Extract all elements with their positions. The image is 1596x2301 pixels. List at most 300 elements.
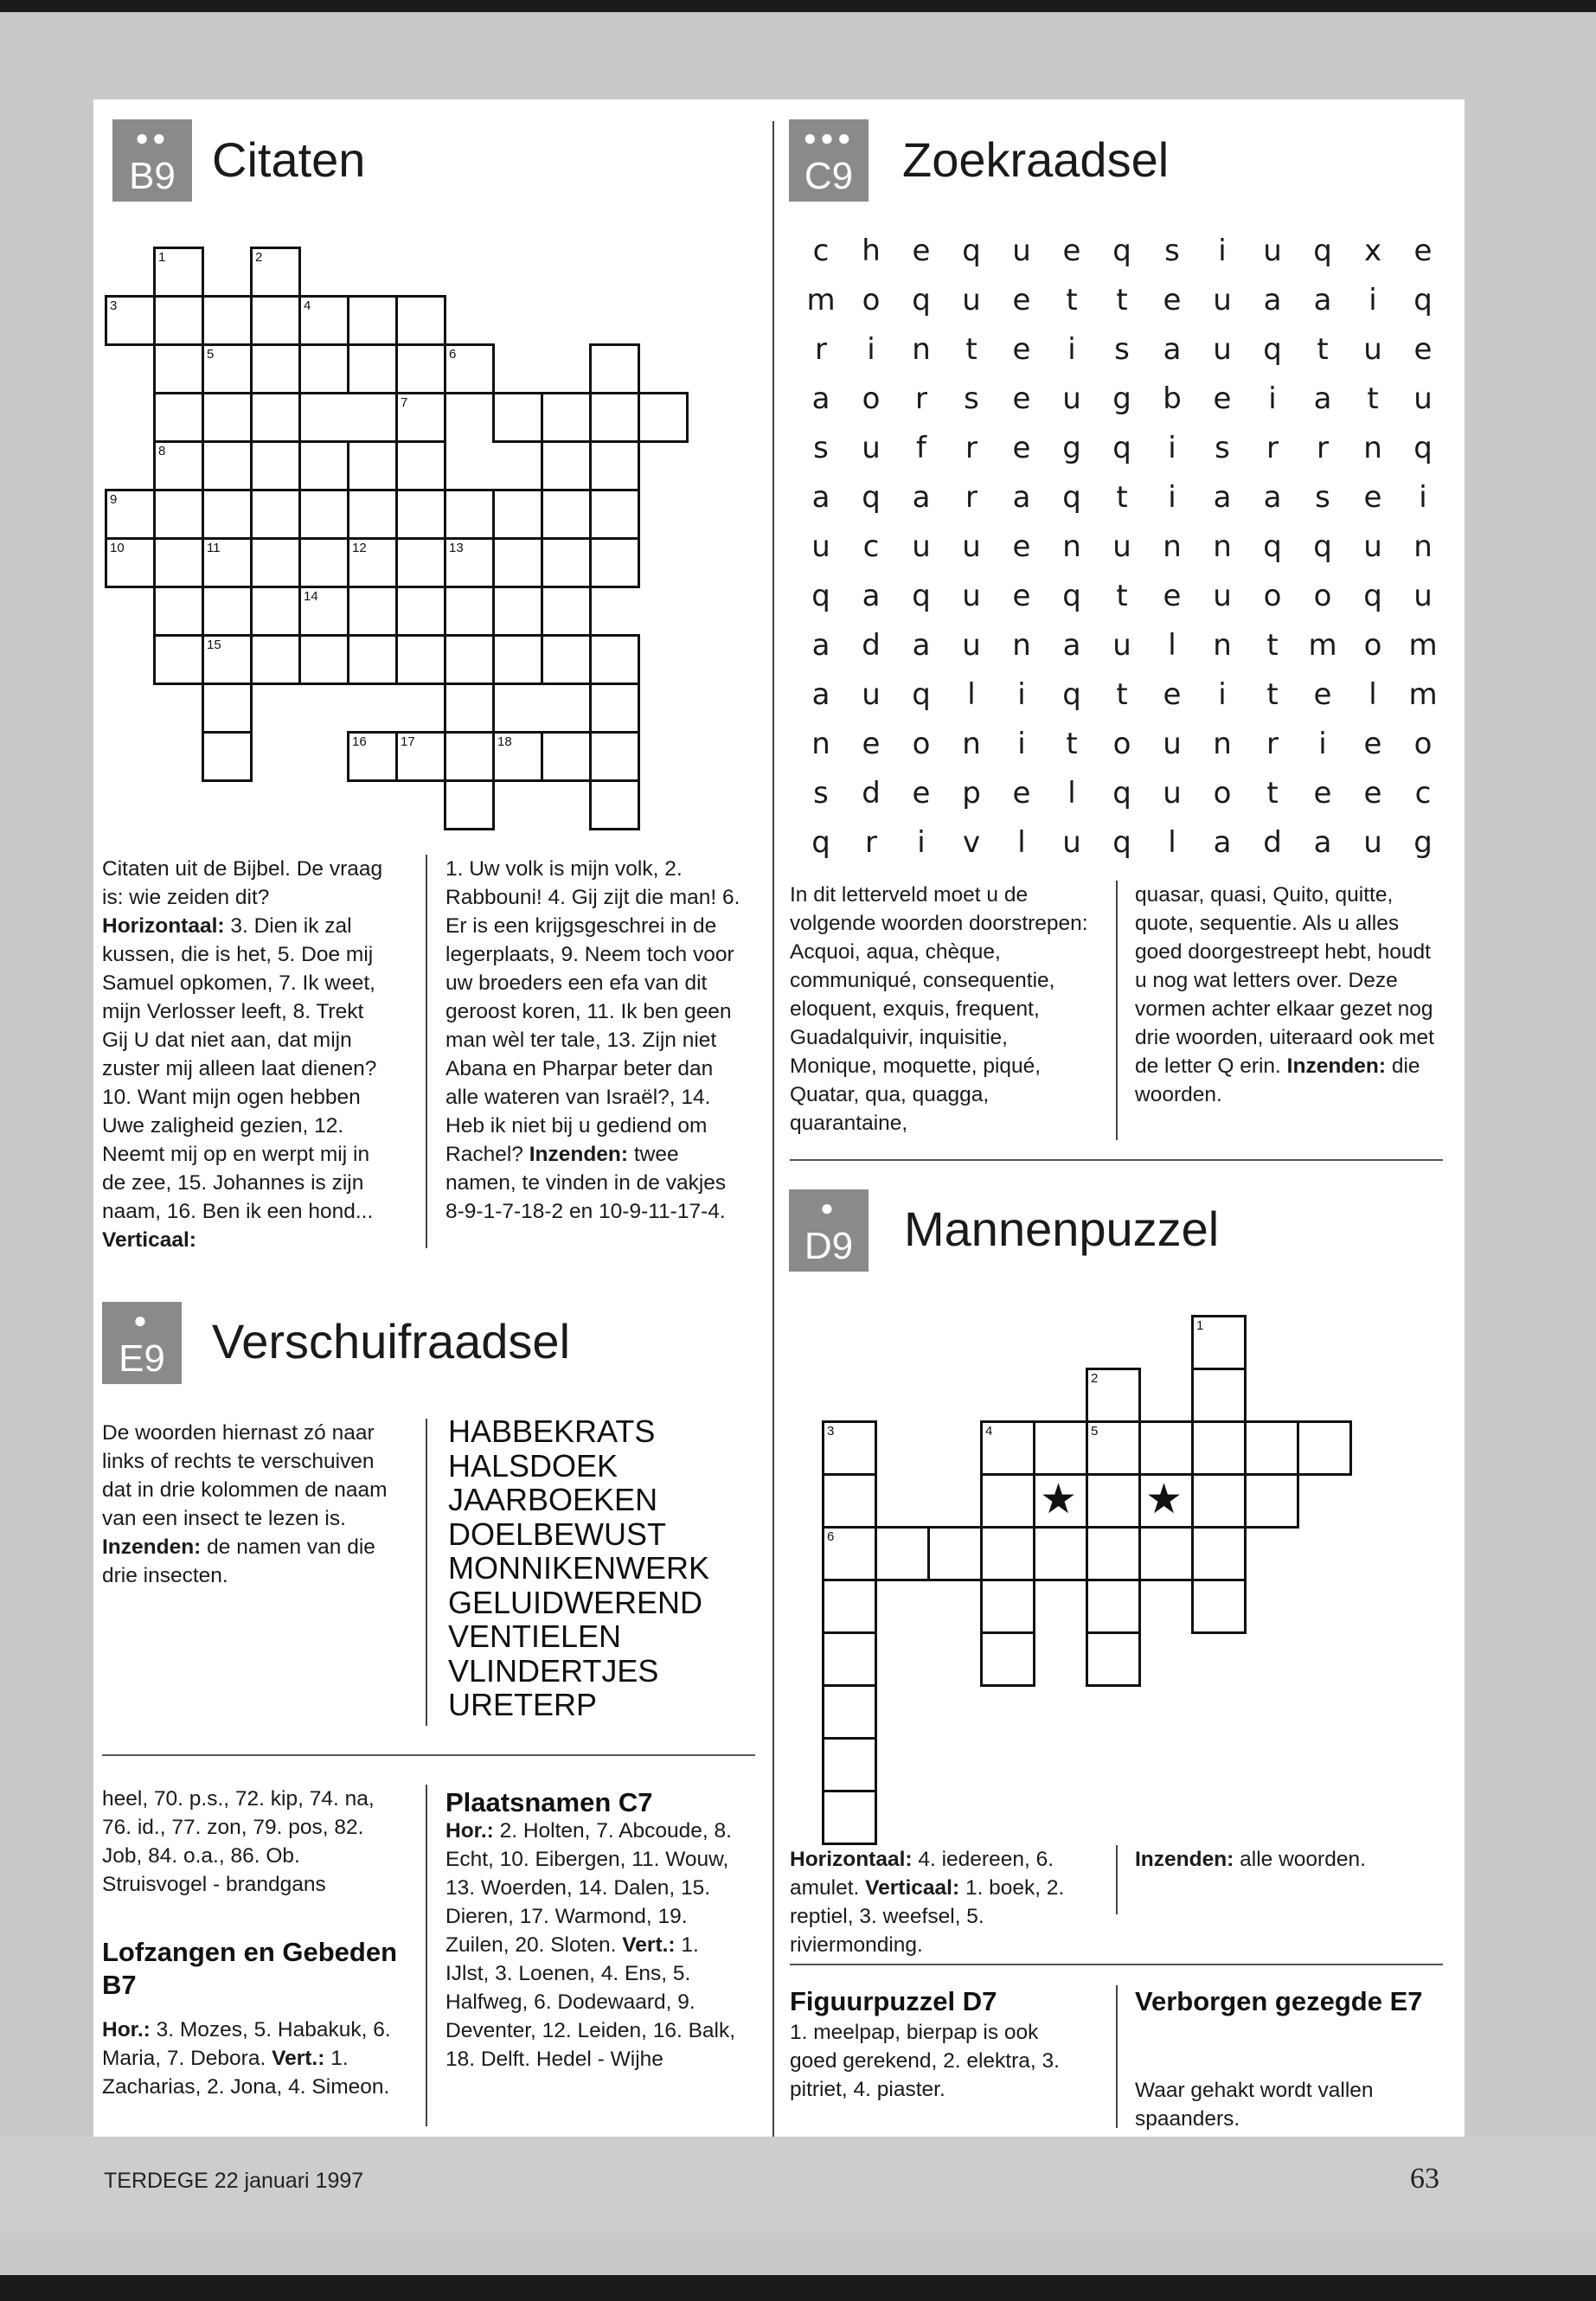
word-search-letter: l bbox=[1017, 825, 1026, 860]
word-search-letter: q bbox=[1263, 332, 1282, 367]
word-search-row bbox=[796, 628, 1436, 663]
b9-clue-number: 3 bbox=[110, 298, 118, 313]
word-search-letter: a bbox=[1313, 381, 1332, 416]
word-search-letter: r bbox=[1317, 431, 1329, 465]
section-divider bbox=[790, 1964, 1443, 1965]
word-search-letter: s bbox=[964, 381, 979, 416]
word-search-letter: t bbox=[1367, 381, 1379, 416]
shift-word: MONNIKENWERK bbox=[448, 1550, 710, 1586]
d9-cell bbox=[1191, 1473, 1247, 1529]
column-divider bbox=[426, 855, 427, 1248]
c9-text2: quasar, quasi, Quito, quitte, quote, sequentie. Als u alles goed doorgestreept hebt, houdt u nog wat letters over. Deze vormen achter elkaar gezet nog drie woorden, uiteraard ook met de letter Q erin. bbox=[1135, 883, 1434, 1078]
word-search-row bbox=[796, 381, 1436, 416]
word-search-letter: e bbox=[912, 234, 931, 268]
b9-cell bbox=[541, 731, 592, 782]
word-search-letter: a bbox=[1163, 332, 1182, 367]
column-divider bbox=[426, 1785, 427, 2126]
word-search-row bbox=[796, 579, 1436, 613]
b9-horizontaal-clues: 3. Dien ik zal kussen, die is het, 5. Doe mij Samuel opkomen, 7. Ik weet, mijn Verlosser leeft, 8. Trekt Gij U dat niet aan, dat mijn zuster mij alleen laat dienen? 10. Want mijn ogen hebben Uwe zaligheid gezien, 12. Neemt mij op en werpt mij in de zee, 15. Johannes is zijn naam, 16. Ben ik een hond... bbox=[102, 914, 377, 1223]
b9-cell bbox=[444, 586, 495, 637]
word-search-letter: s bbox=[1164, 234, 1180, 268]
d9-cell bbox=[822, 1790, 877, 1845]
b9-clues-col2 bbox=[445, 855, 744, 1226]
word-search-letter: o bbox=[862, 381, 881, 416]
word-search-letter: a bbox=[811, 628, 830, 663]
word-search-letter: q bbox=[1112, 431, 1131, 465]
d9-title: Mannenpuzzel bbox=[904, 1202, 1220, 1256]
word-search-letter: t bbox=[1266, 677, 1279, 712]
e9-instructions: De woorden hiernast zó naar links of rechts te verschuiven dat in drie kolommen de naam van een insect te lezen is. bbox=[102, 1421, 388, 1530]
word-search-letter: a bbox=[1313, 283, 1332, 317]
b9-cell bbox=[347, 440, 398, 491]
b9-cell bbox=[347, 489, 398, 540]
plaatsnamen-hor: 2. Holten, 7. Abcoude, 8. Echt, 10. Eibergen, 11. Wouw, 13. Woerden, 14. Dalen, 15. Dieren, 17. Warmond, 19. Zuilen, 20. Sloten. bbox=[445, 1819, 732, 1957]
word-search-letter: a bbox=[1213, 825, 1232, 860]
e9-title: Verschuifraadsel bbox=[212, 1314, 571, 1368]
word-search-letter: l bbox=[1368, 677, 1377, 712]
b9-cell bbox=[250, 343, 301, 394]
word-search-letter: i bbox=[1017, 677, 1026, 712]
word-search-letter: e bbox=[1163, 677, 1182, 712]
b9-cell bbox=[153, 537, 204, 588]
word-search-letter: q bbox=[1112, 234, 1131, 268]
word-search-letter: c bbox=[1414, 776, 1432, 811]
word-search-letter: u bbox=[811, 529, 830, 564]
b9-cell bbox=[202, 683, 253, 734]
word-search-letter: e bbox=[1012, 776, 1031, 811]
b9-cell bbox=[444, 683, 495, 734]
page-number: 63 bbox=[1410, 2163, 1439, 2195]
word-search-letter: a bbox=[1012, 480, 1031, 515]
d9-cell bbox=[1244, 1420, 1299, 1476]
word-search-letter: e bbox=[1213, 381, 1232, 416]
word-search-letter: i bbox=[917, 825, 926, 860]
word-search-letter: i bbox=[1168, 431, 1176, 465]
word-search-letter: q bbox=[912, 283, 931, 317]
word-search-letter: u bbox=[1213, 579, 1232, 613]
b9-cell bbox=[444, 634, 495, 685]
word-search-letter: q bbox=[912, 677, 931, 712]
word-search-letter: o bbox=[1213, 776, 1232, 811]
c9-text-col2 bbox=[1135, 881, 1442, 1109]
b9-cell bbox=[589, 779, 640, 830]
word-search-letter: a bbox=[811, 480, 830, 515]
word-search-letter: t bbox=[1066, 727, 1078, 761]
d9-cell bbox=[1086, 1631, 1141, 1687]
b9-cell bbox=[492, 634, 543, 685]
word-search-letter: m bbox=[1408, 628, 1438, 663]
word-search-letter: n bbox=[1213, 529, 1232, 564]
b9-clues-col1 bbox=[102, 855, 388, 1254]
word-search-letter: v bbox=[962, 825, 981, 860]
word-search-letter: q bbox=[1313, 529, 1332, 564]
d9-clues-col2 bbox=[1135, 1845, 1442, 1874]
word-search-letter: i bbox=[1168, 480, 1176, 515]
d9-cell bbox=[980, 1579, 1035, 1634]
d9-cell bbox=[1138, 1420, 1194, 1476]
b9-cell bbox=[298, 634, 349, 685]
section-divider bbox=[790, 1159, 1443, 1161]
d9-cell bbox=[980, 1631, 1035, 1687]
footer-magazine-date: TERDEGE 22 januari 1997 bbox=[104, 2169, 364, 2193]
b9-cell bbox=[250, 440, 301, 491]
b9-clue-number: 5 bbox=[207, 347, 215, 362]
word-search-letter: d bbox=[862, 776, 881, 811]
d9-cell bbox=[927, 1526, 983, 1581]
b9-inzenden-text: twee namen, te vinden in de vakjes 8-9-1-7-18-2 en 10-9-11-17-4. bbox=[445, 1143, 727, 1223]
word-search-letter: n bbox=[912, 332, 931, 367]
b9-code: B9 bbox=[129, 155, 176, 197]
d9-cell bbox=[1191, 1579, 1247, 1634]
word-search-letter: u bbox=[962, 628, 981, 663]
d9-clue-number: 3 bbox=[827, 1424, 835, 1439]
b9-cell bbox=[395, 440, 446, 491]
word-search-letter: s bbox=[813, 431, 829, 465]
word-search-letter: e bbox=[1012, 332, 1031, 367]
word-search-letter: i bbox=[1017, 727, 1026, 761]
lofzangen-hor-label: Hor.: bbox=[102, 2018, 151, 2041]
word-search-letter: o bbox=[1263, 579, 1282, 613]
b9-cell bbox=[153, 489, 204, 540]
scan-top-edge bbox=[0, 0, 1596, 12]
word-search-letter: e bbox=[1313, 776, 1332, 811]
d9-cell bbox=[1191, 1526, 1247, 1581]
figuurpuzzel-title: Figuurpuzzel D7 bbox=[790, 1986, 997, 2016]
word-search-letter: q bbox=[912, 579, 931, 613]
word-search-letter: t bbox=[1066, 283, 1078, 317]
b9-cell bbox=[492, 586, 543, 637]
solutions-col1-text: heel, 70. p.s., 72. kip, 74. na, 76. id., 77. zon, 79. pos, 82. Job, 84. o.a., 86. Ob. Struisvogel - brandgans bbox=[102, 1787, 375, 1896]
word-search-letter: a bbox=[1263, 480, 1282, 515]
lofzangen-answers bbox=[102, 2016, 401, 2101]
word-search-letter: o bbox=[1112, 727, 1131, 761]
b9-cell bbox=[395, 343, 446, 394]
b9-clue-number: 15 bbox=[207, 638, 221, 652]
d9-clue-number: 6 bbox=[827, 1529, 835, 1544]
b9-cell bbox=[541, 537, 592, 588]
b9-cell bbox=[250, 392, 301, 443]
word-search-letter: m bbox=[806, 283, 836, 317]
word-search-letter: a bbox=[811, 381, 830, 416]
verborgen-title: Verborgen gezegde E7 bbox=[1135, 1986, 1423, 2016]
shift-word: HABBEKRATS bbox=[448, 1413, 656, 1449]
word-search-letter: n bbox=[1363, 431, 1382, 465]
word-search-row bbox=[796, 431, 1436, 465]
word-search-letter: n bbox=[1062, 529, 1081, 564]
b9-cell bbox=[492, 392, 543, 443]
word-search-row bbox=[796, 727, 1436, 761]
b9-cell bbox=[444, 489, 495, 540]
word-search-letter: t bbox=[1266, 776, 1279, 811]
d9-clue-number: 1 bbox=[1196, 1318, 1204, 1333]
word-search-row bbox=[796, 234, 1436, 268]
b9-cell bbox=[298, 440, 349, 491]
word-search-letter: u bbox=[1012, 234, 1031, 268]
word-search-letter: u bbox=[962, 283, 981, 317]
word-search-letter: l bbox=[1168, 628, 1176, 663]
b9-cell bbox=[153, 634, 204, 685]
word-search-letter: s bbox=[1315, 480, 1330, 515]
b9-cell bbox=[541, 634, 592, 685]
word-search-letter: g bbox=[1112, 381, 1131, 416]
b9-cell bbox=[541, 586, 592, 637]
e9-text bbox=[102, 1419, 405, 1590]
word-search-letter: r bbox=[915, 381, 927, 416]
word-search-letter: a bbox=[1263, 283, 1282, 317]
c9-code: C9 bbox=[804, 155, 854, 197]
d9-cell bbox=[1191, 1420, 1247, 1476]
lofzangen-hor: 3. Mozes, 5. Habakuk, 6. Maria, 7. Debora. bbox=[102, 2018, 391, 2070]
e9-badge bbox=[102, 1302, 182, 1384]
difficulty-dots: ●● bbox=[135, 125, 170, 151]
word-search-letter: o bbox=[862, 283, 881, 317]
column-divider bbox=[1116, 881, 1118, 1140]
b9-cell bbox=[298, 489, 349, 540]
word-search-letter: i bbox=[1318, 727, 1327, 761]
b9-cell bbox=[589, 343, 640, 394]
c9-title: Zoekraadsel bbox=[902, 132, 1170, 187]
word-search-letter: m bbox=[1408, 677, 1438, 712]
word-search-letter: q bbox=[811, 825, 830, 860]
word-search-letter: l bbox=[967, 677, 976, 712]
word-search-letter: u bbox=[962, 579, 981, 613]
d9-verticaal-clues: 1. boek, 2. reptiel, 3. weefsel, 5. riviermonding. bbox=[790, 1876, 1065, 1957]
e9-inzenden-text: de namen van die drie insecten. bbox=[102, 1535, 375, 1587]
plaatsnamen-vert: 1. IJlst, 3. Loenen, 4. Ens, 5. Halfweg, 6. Dodewaard, 9. Deventer, 12. Leiden, 16. Balk, 18. Delft. Hedel - Wijhe bbox=[445, 1933, 736, 2071]
b9-verticaal-label: Verticaal: bbox=[102, 1228, 196, 1252]
b9-clue-number: 6 bbox=[449, 347, 457, 362]
word-search-letter: i bbox=[867, 332, 875, 367]
word-search-letter: e bbox=[912, 776, 931, 811]
d9-cell bbox=[1086, 1473, 1141, 1529]
word-search-row bbox=[796, 332, 1436, 367]
b9-clue-number: 10 bbox=[110, 541, 125, 555]
b9-clue-number: 14 bbox=[304, 589, 318, 604]
word-search-letter: h bbox=[862, 234, 881, 268]
c9-text-col1: In dit letterveld moet u de volgende woorden doorstrepen: Acquoi, aqua, chèque, communiqué, consequentie, eloquent, exquis, frequent, Guadalquivir, inquisitie, Monique, moquette, piqué, Quatar, qua, quagga, quarantaine, bbox=[790, 883, 1088, 1135]
b9-cell bbox=[153, 295, 204, 346]
word-search-letter: e bbox=[1062, 234, 1081, 268]
b9-clue-number: 1 bbox=[158, 250, 166, 265]
d9-cell bbox=[1138, 1526, 1194, 1581]
b9-cell bbox=[250, 634, 301, 685]
word-search-letter: q bbox=[1413, 431, 1433, 465]
word-search-letter: m bbox=[1308, 628, 1337, 663]
word-search-letter: q bbox=[862, 480, 881, 515]
shift-word: GELUIDWEREND bbox=[448, 1584, 703, 1620]
word-search-letter: q bbox=[1112, 825, 1131, 860]
d9-cell bbox=[822, 1737, 877, 1792]
b9-cell bbox=[395, 295, 446, 346]
word-search-letter: e bbox=[1012, 431, 1031, 465]
word-search-letter: x bbox=[1363, 234, 1382, 268]
word-search-letter: e bbox=[1413, 234, 1433, 268]
d9-cell bbox=[1033, 1526, 1088, 1581]
word-search-row bbox=[796, 480, 1436, 515]
word-search-letter: q bbox=[1062, 677, 1081, 712]
scan-bottom-edge bbox=[0, 2275, 1596, 2301]
word-search-letter: l bbox=[1168, 825, 1176, 860]
b9-clue-number: 18 bbox=[497, 734, 512, 749]
word-search-letter: e bbox=[1363, 480, 1382, 515]
d9-inzenden-label: Inzenden: bbox=[1135, 1848, 1234, 1871]
word-search-letter: q bbox=[962, 234, 981, 268]
d9-clues-col1 bbox=[790, 1845, 1088, 1959]
word-search-letter: u bbox=[862, 677, 881, 712]
b9-cell bbox=[589, 392, 640, 443]
word-search-letter: r bbox=[815, 332, 827, 367]
word-search-letter: a bbox=[1313, 825, 1332, 860]
word-search-letter: t bbox=[1116, 677, 1128, 712]
b9-cell bbox=[347, 295, 398, 346]
b9-cell bbox=[153, 343, 204, 394]
b9-cell bbox=[395, 489, 446, 540]
d9-cell bbox=[822, 1579, 877, 1634]
d9-cell bbox=[1297, 1420, 1352, 1476]
word-search-letter: i bbox=[1268, 381, 1277, 416]
word-search-letter: f bbox=[916, 431, 926, 465]
word-search-letter: q bbox=[1413, 283, 1433, 317]
word-search-row bbox=[796, 529, 1436, 564]
lofzangen-title: Lofzangen en Gebeden B7 bbox=[102, 1937, 398, 2000]
shift-word: JAARBOEKEN bbox=[448, 1482, 658, 1517]
b9-clue-number: 2 bbox=[255, 250, 263, 265]
word-search-letter: u bbox=[1263, 234, 1282, 268]
word-search-letter: q bbox=[811, 579, 830, 613]
word-search-letter: r bbox=[1266, 431, 1279, 465]
b9-cell bbox=[541, 489, 592, 540]
d9-horizontaal-label: Horizontaal: bbox=[790, 1848, 913, 1871]
b9-cell bbox=[202, 586, 253, 637]
b9-cell bbox=[250, 295, 301, 346]
word-search-letter: e bbox=[1163, 579, 1182, 613]
b9-cell bbox=[298, 537, 349, 588]
b9-clue-number: 9 bbox=[110, 492, 118, 507]
word-search-letter: e bbox=[1363, 776, 1382, 811]
d9-verticaal-label: Verticaal: bbox=[865, 1876, 960, 1900]
word-search-letter: c bbox=[812, 234, 830, 268]
word-search-letter: a bbox=[1213, 480, 1232, 515]
e9-code: E9 bbox=[119, 1337, 165, 1380]
word-search-letter: u bbox=[862, 431, 881, 465]
d9-clue-number: 4 bbox=[985, 1424, 993, 1439]
b9-intro: Citaten uit de Bijbel. De vraag is: wie zeiden dit? bbox=[102, 857, 383, 909]
word-search-letter: n bbox=[1012, 628, 1031, 663]
d9-cell bbox=[822, 1631, 877, 1687]
word-search-letter: g bbox=[1062, 431, 1081, 465]
b9-verticaal-clues: 1. Uw volk is mijn volk, 2. Rabbouni! 4. Gij zijt die man! 6. Er is een krijgsgeschrei in de legerplaats, 9. Neem toch voor uw broeders een efa van dit geroost koren, 11. Ik ben geen man wèl ter tale, 13. Zijn niet Abana en Pharpar beter dan alle wateren van Israël?, 14. Heb ik niet bij u gediend om Rachel? bbox=[445, 857, 740, 1166]
word-search-letter: t bbox=[1116, 480, 1128, 515]
b9-title: Citaten bbox=[212, 132, 366, 187]
b9-inzenden-label: Inzenden: bbox=[529, 1143, 629, 1166]
word-search-letter: n bbox=[1413, 529, 1433, 564]
b9-clue-number: 11 bbox=[207, 541, 221, 555]
b9-cell bbox=[395, 634, 446, 685]
word-search-letter: i bbox=[1218, 234, 1227, 268]
word-search-letter: u bbox=[1112, 529, 1131, 564]
lofzangen-vert: 1. Zacharias, 2. Jona, 4. Simeon. bbox=[102, 2047, 390, 2099]
d9-cell bbox=[1086, 1526, 1141, 1581]
word-search-letter: u bbox=[912, 529, 931, 564]
word-search-letter: d bbox=[862, 628, 881, 663]
plaatsnamen-answers bbox=[445, 1817, 744, 2073]
b9-clue-number: 16 bbox=[352, 734, 367, 749]
d9-cell bbox=[1244, 1473, 1299, 1529]
word-search-letter: u bbox=[1163, 776, 1182, 811]
word-search-letter: n bbox=[1163, 529, 1182, 564]
word-search-letter: n bbox=[1213, 727, 1232, 761]
c9-badge bbox=[789, 119, 869, 202]
b9-cell bbox=[153, 586, 204, 637]
word-search-letter: p bbox=[962, 776, 981, 811]
word-search-letter: b bbox=[1163, 381, 1182, 416]
b9-cell bbox=[202, 731, 253, 782]
d9-cell bbox=[980, 1473, 1035, 1529]
difficulty-dots: ●●● bbox=[803, 125, 855, 151]
word-search-letter: i bbox=[1368, 283, 1377, 317]
b9-cell bbox=[347, 634, 398, 685]
word-search-letter: u bbox=[1413, 579, 1433, 613]
shift-word: DOELBEWUST bbox=[448, 1516, 667, 1552]
d9-cell bbox=[980, 1526, 1035, 1581]
b9-cell bbox=[153, 392, 204, 443]
d9-inzenden-text: alle woorden. bbox=[1240, 1848, 1366, 1871]
word-search-letter: q bbox=[1263, 529, 1282, 564]
plaatsnamen-hor-label: Hor.: bbox=[445, 1819, 494, 1843]
b9-cell bbox=[347, 586, 398, 637]
word-search-letter: u bbox=[962, 529, 981, 564]
word-search-letter: q bbox=[1062, 579, 1081, 613]
d9-cell bbox=[822, 1684, 877, 1740]
word-search-row bbox=[796, 283, 1436, 317]
b9-cell bbox=[589, 634, 640, 685]
c9-inzenden-label: Inzenden: bbox=[1286, 1054, 1387, 1078]
word-search-letter: n bbox=[1213, 628, 1232, 663]
lofzangen-vert-label: Vert.: bbox=[272, 2047, 325, 2070]
word-search-letter: e bbox=[1012, 283, 1031, 317]
word-search-letter: n bbox=[962, 727, 981, 761]
b9-cell bbox=[589, 537, 640, 588]
page-column-divider bbox=[772, 121, 774, 2137]
section-divider bbox=[102, 1754, 755, 1756]
word-search-letter: t bbox=[965, 332, 977, 367]
b9-cell bbox=[250, 489, 301, 540]
d9-cell bbox=[1086, 1579, 1141, 1634]
word-search-letter: t bbox=[1317, 332, 1329, 367]
word-search-letter: d bbox=[1263, 825, 1282, 860]
word-search-letter: e bbox=[1363, 727, 1382, 761]
shift-word: VLINDERTJES bbox=[448, 1652, 659, 1689]
b9-cell bbox=[589, 683, 640, 734]
figuurpuzzel-answers: 1. meelpap, bierpap is ook goed gerekend, 2. elektra, 3. pitriet, 4. piaster. bbox=[790, 2021, 1060, 2101]
word-search-letter: u bbox=[1363, 529, 1382, 564]
b9-clue-number: 17 bbox=[401, 734, 415, 749]
b9-cell bbox=[347, 343, 398, 394]
word-search-letter: s bbox=[813, 776, 829, 811]
word-search-letter: l bbox=[1067, 776, 1076, 811]
word-search-letter: r bbox=[865, 825, 877, 860]
word-search-letter: o bbox=[1363, 628, 1382, 663]
b9-cell bbox=[202, 489, 253, 540]
word-search-letter: u bbox=[1213, 332, 1232, 367]
b9-clue-number: 13 bbox=[449, 541, 464, 555]
d9-cell bbox=[1191, 1368, 1247, 1423]
column-divider bbox=[426, 1419, 427, 1726]
word-search-letter: t bbox=[1116, 283, 1128, 317]
b9-cell bbox=[589, 489, 640, 540]
b9-cell bbox=[492, 489, 543, 540]
b9-cell bbox=[444, 779, 495, 830]
